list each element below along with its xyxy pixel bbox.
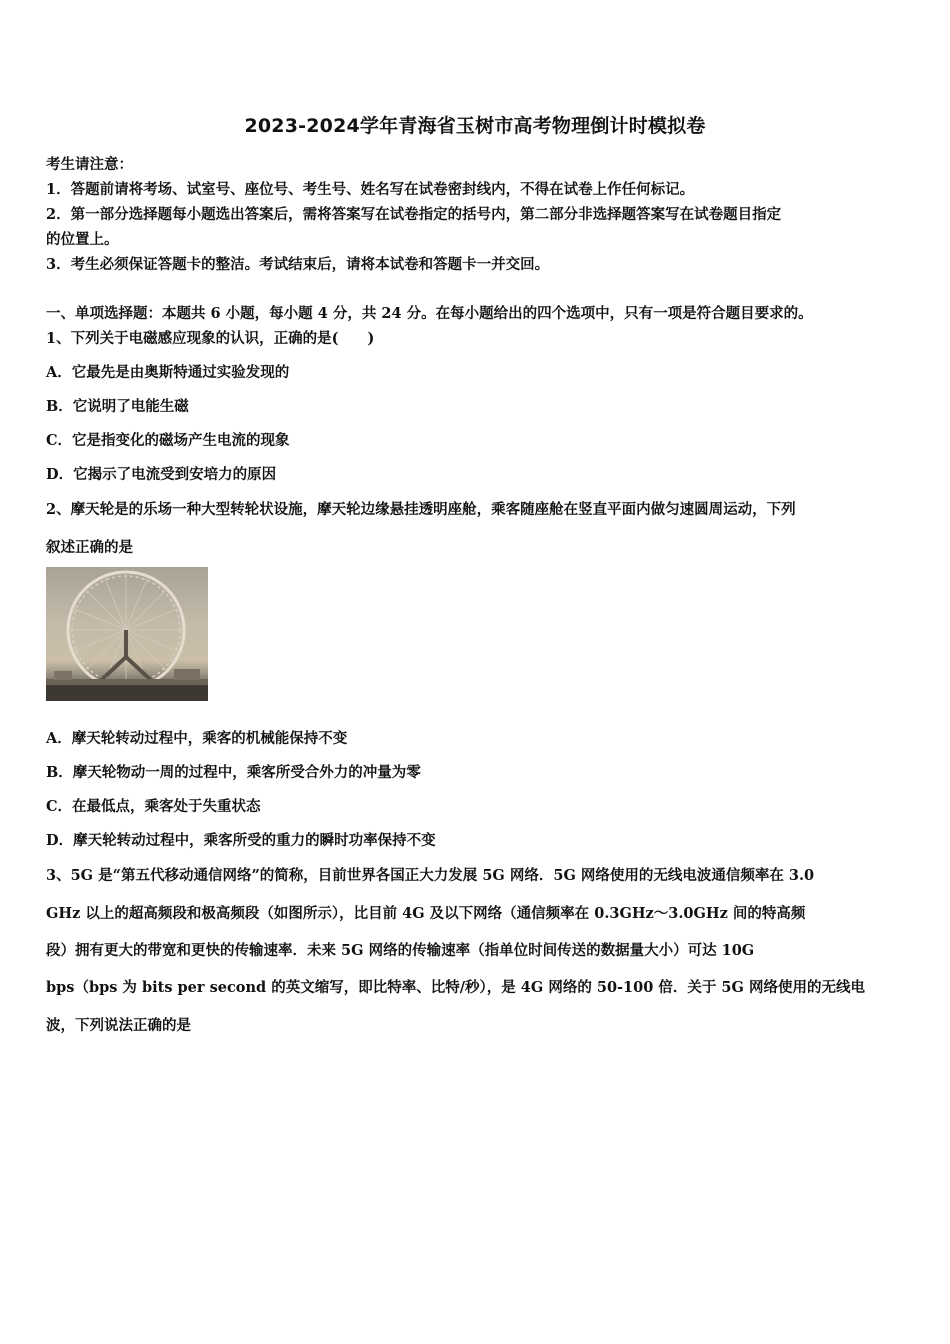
notice-item: 1．答题前请将考场、试室号、座位号、考生号、姓名写在试卷密封线内，不得在试卷上作任何标记。	[46, 181, 695, 198]
section-heading: 一、单项选择题：本题共 6 小题，每小题 4 分，共 24 分。在每小题给出的四个选项中，只有一项是符合题目要求的。	[46, 305, 813, 322]
question-stem: 2、摩天轮是的乐场一种大型转轮状设施，摩天轮边缘悬挂透明座舱，乘客随座舱在竖直平面内做匀速圆周运动，下列	[46, 501, 796, 518]
ferris-wheel-photo	[46, 567, 208, 701]
question-stem: 段）拥有更大的带宽和更快的传输速率．未来 5G 网络的传输速率（指单位时间传送的数据量大小）可达 10G	[46, 942, 755, 959]
answer-option: C．它是指变化的磁场产生电流的现象	[46, 432, 290, 449]
page-title: 2023-2024学年青海省玉树市高考物理倒计时模拟卷	[244, 115, 706, 137]
notice-item: 的位置上。	[46, 231, 119, 248]
question-stem: GHz 以上的超高频段和极高频段（如图所示），比目前 4G 及以下网络（通信频率在 0.3GHz～3.0GHz 间的特高频	[46, 905, 806, 922]
answer-option: A．摩天轮转动过程中，乘客的机械能保持不变	[46, 730, 348, 747]
answer-option: C．在最低点，乘客处于失重状态	[46, 798, 261, 815]
question-stem: 叙述正确的是	[46, 539, 133, 556]
notice-heading: 考生请注意：	[46, 156, 133, 173]
answer-option: B．摩天轮物动一周的过程中，乘客所受合外力的冲量为零	[46, 764, 421, 781]
notice-item: 3．考生必须保证答题卡的整洁。考试结束后，请将本试卷和答题卡一并交回。	[46, 256, 550, 273]
answer-option: B．它说明了电能生磁	[46, 398, 189, 415]
question-stem: 3、5G 是“第五代移动通信网络”的简称，目前世界各国正大力发展 5G 网络．5G 网络使用的无线电波通信频率在 3.0	[46, 867, 815, 884]
question-stem: 波，下列说法正确的是	[46, 1017, 191, 1034]
answer-option: A．它最先是由奥斯特通过实验发现的	[46, 364, 290, 381]
answer-option: D．摩天轮转动过程中，乘客所受的重力的瞬时功率保持不变	[46, 832, 436, 849]
answer-option: D．它揭示了电流受到安培力的原因	[46, 466, 277, 483]
question-stem: bps（bps 为 bits per second 的英文缩写，即比特率、比特/秒），是 4G 网络的 50-100 倍．关于 5G 网络使用的无线电	[46, 979, 865, 996]
question-stem: 1、下列关于电磁感应现象的认识，正确的是( )	[46, 330, 375, 347]
notice-item: 2．第一部分选择题每小题选出答案后，需将答案写在试卷指定的括号内，第二部分非选择题答案写在试卷题目指定	[46, 206, 782, 223]
